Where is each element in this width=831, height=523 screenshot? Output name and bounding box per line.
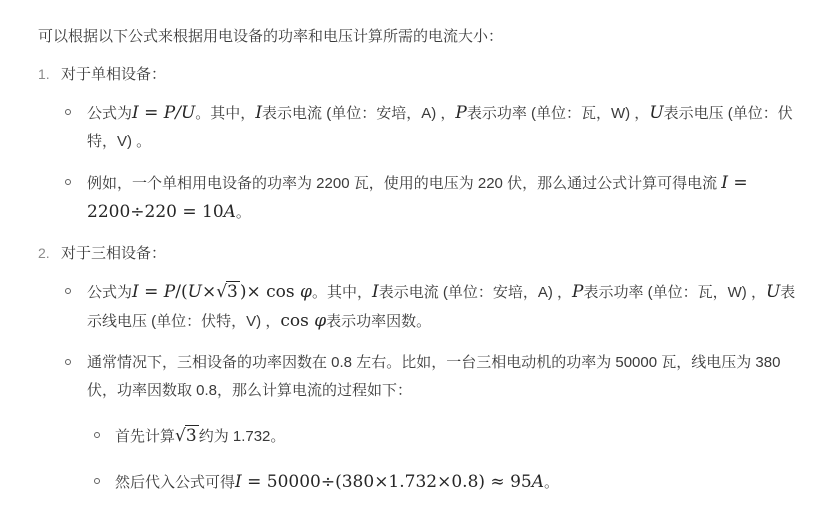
- radicand: 3: [185, 426, 197, 446]
- math-segment: U: [649, 103, 664, 123]
- math-segment: A: [223, 202, 236, 222]
- math-segment: I: [132, 103, 139, 123]
- text-segment: 首先计算: [115, 428, 176, 445]
- list-number: 2.: [38, 245, 50, 261]
- bullet-item-formula: [65, 99, 797, 156]
- math-segment: /(: [175, 282, 188, 302]
- bullet-content: [87, 99, 797, 156]
- math-segment: P/U: [163, 103, 196, 123]
- sqrt-expression: [216, 281, 240, 302]
- math-segment: P: [163, 282, 176, 302]
- math-segment: I: [255, 103, 263, 123]
- sqrt-expression: [175, 425, 199, 446]
- math-segment: φ: [300, 282, 312, 302]
- math-segment: φ: [314, 311, 327, 331]
- math-segment: U: [765, 282, 781, 302]
- list-item-title: 对于三相设备：: [61, 245, 167, 262]
- radical-sign: √: [216, 282, 227, 302]
- radicand: 3: [227, 282, 238, 302]
- text-segment: 。: [235, 204, 251, 221]
- bullet-content: [87, 349, 797, 405]
- text-segment: 。其中，: [195, 105, 256, 122]
- bullet-item-example: [65, 169, 797, 227]
- list-item-single-phase: [38, 63, 797, 86]
- bullet-circle-icon: [65, 359, 71, 365]
- radical-sign: √: [175, 426, 185, 446]
- math-segment: cos: [280, 311, 315, 331]
- text-segment: 公式为: [87, 284, 133, 301]
- math-segment: I: [721, 173, 728, 193]
- math-segment: = 2200÷220 = 10: [87, 173, 748, 222]
- math-segment: = 50000÷(380×1.732×0.8) ≈ 95: [241, 472, 532, 492]
- bullet-item-example: [65, 349, 797, 497]
- math-segment: =: [138, 282, 164, 302]
- text-segment: 表示电压 (单位：伏特，V) 。: [87, 105, 793, 150]
- bullet-list-single-phase: [38, 99, 797, 227]
- bullet-circle-icon: [65, 288, 71, 294]
- list-item-title: 对于单相设备：: [61, 66, 167, 83]
- text-segment: 约为 1.732。: [198, 428, 286, 445]
- math-segment: )× cos: [239, 282, 301, 302]
- text-segment: 然后代入公式可得: [115, 474, 236, 491]
- bullet-item-formula: [65, 278, 797, 336]
- text-segment: 表示电流 (单位：安培，A) ，: [378, 284, 573, 301]
- text-segment: 公式为: [87, 105, 133, 122]
- sub-bullet-item-step1: [94, 422, 797, 451]
- list-number: 1.: [38, 66, 50, 82]
- math-segment: P: [572, 282, 584, 302]
- bullet-content: [87, 278, 797, 336]
- math-segment: U: [187, 282, 202, 302]
- text-segment: 表示电流 (单位：安培，A) ，: [262, 105, 456, 122]
- intro-paragraph: 可以根据以下公式来根据用电设备的功率和电压计算所需的电流大小：: [38, 28, 504, 45]
- math-segment: I: [235, 472, 242, 492]
- math-segment: P: [455, 103, 467, 123]
- text-segment: 例如，一个单相用电设备的功率为 2200 瓦，使用的电压为 220 伏，那么通过公式计算可得电流: [87, 175, 722, 192]
- sub-bullet-item-step2: [94, 468, 797, 497]
- ordered-list: [38, 63, 797, 497]
- text-segment: 通常情况下，三相设备的功率因数在 0.8 左右。比如，一台三相电动机的功率为 50000 瓦，线电压为 380 伏，功率因数取 0.8，那么计算电流的过程如下：: [87, 354, 781, 399]
- text-segment: 。: [543, 474, 559, 491]
- bullet-list-three-phase: [38, 278, 797, 497]
- bullet-content: [87, 169, 797, 227]
- bullet-circle-icon: [94, 478, 100, 484]
- text-segment: 。其中，: [311, 284, 372, 301]
- math-segment: ×: [201, 282, 217, 302]
- math-segment: I: [132, 282, 139, 302]
- math-segment: =: [138, 103, 164, 123]
- bullet-content: [115, 468, 797, 497]
- text-segment: 表示功率 (单位：瓦，W) ，: [466, 105, 650, 122]
- bullet-circle-icon: [65, 109, 71, 115]
- math-segment: I: [371, 282, 379, 302]
- bullet-circle-icon: [94, 432, 100, 438]
- math-segment: A: [531, 472, 544, 492]
- text-segment: 表示功率因数。: [326, 313, 432, 330]
- bullet-circle-icon: [65, 179, 71, 185]
- text-segment: 表示线电压 (单位：伏特，V) ，: [87, 284, 796, 330]
- text-segment: 表示功率 (单位：瓦，W) ，: [583, 284, 766, 301]
- bullet-content: [115, 422, 797, 451]
- list-item-three-phase: [38, 242, 797, 265]
- sub-bullet-list: [87, 422, 797, 497]
